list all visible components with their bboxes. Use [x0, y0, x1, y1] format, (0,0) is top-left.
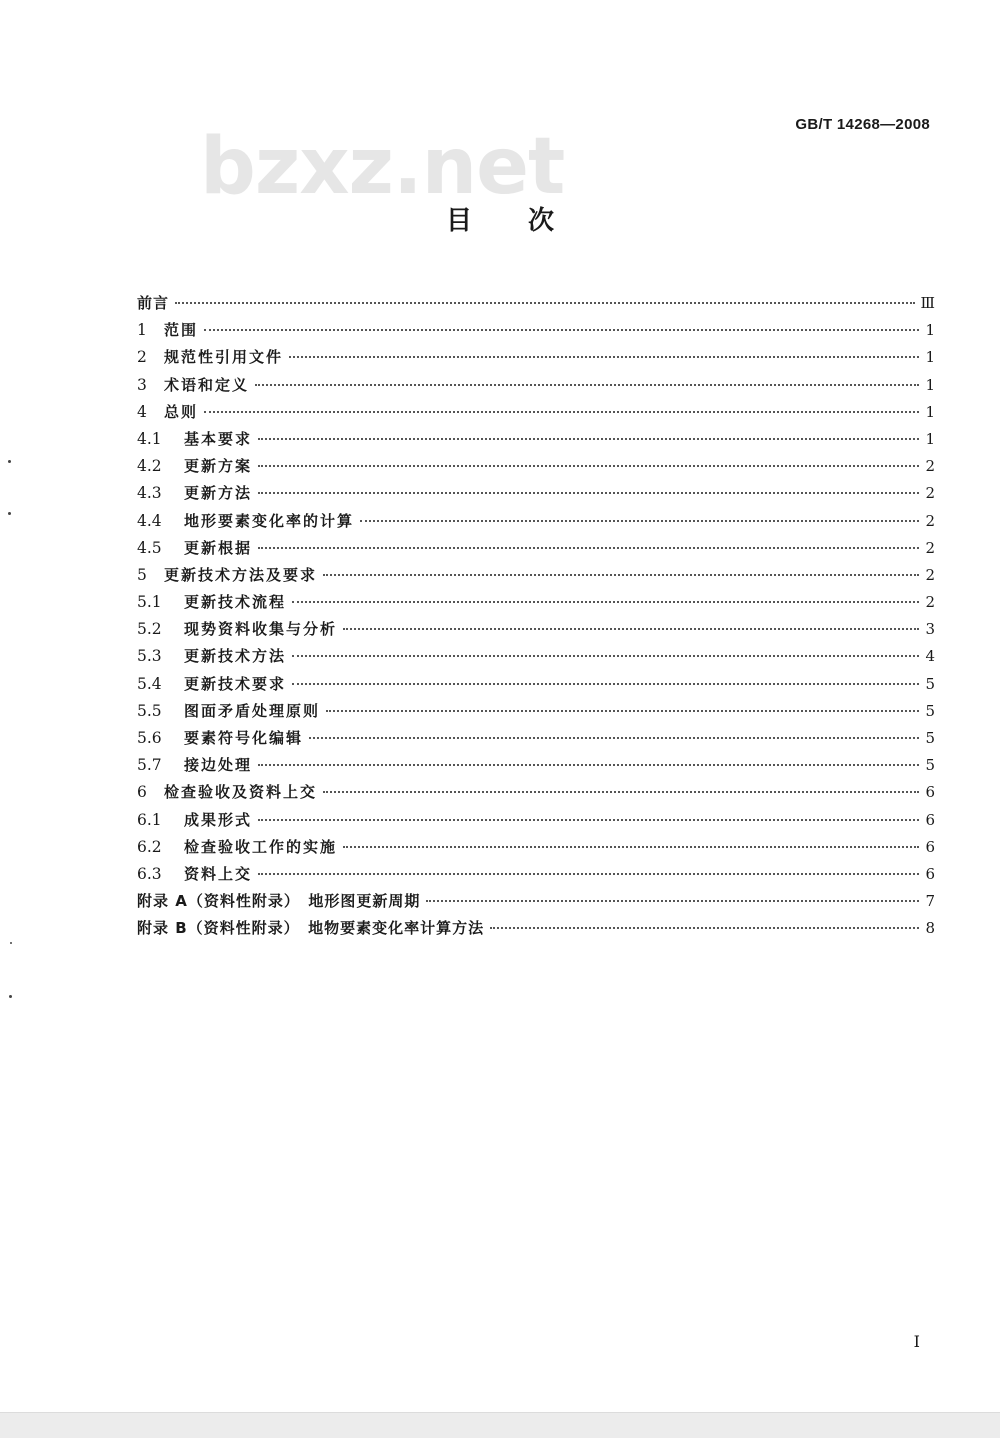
toc-leader-dots: [255, 384, 919, 386]
toc-entry-label: 附录 A（资料性附录） 地形图更新周期: [137, 892, 421, 911]
toc-entry[interactable]: [137, 725, 935, 752]
toc-entry-label: 更新根据: [184, 538, 253, 557]
toc-entry-label: 成果形式: [184, 810, 253, 829]
scan-speck: [8, 512, 11, 515]
toc-entry[interactable]: [137, 807, 935, 834]
toc-entry-page: 2: [925, 565, 935, 584]
page-number: I: [913, 1332, 920, 1351]
toc-entry-page: 2: [925, 457, 935, 476]
toc-entry-page: 6: [925, 864, 935, 883]
toc-entry[interactable]: [137, 589, 935, 616]
viewer-bottom-bar: [0, 1412, 1000, 1438]
toc-entry-page: 1: [925, 321, 935, 340]
toc-leader-dots: [360, 520, 919, 522]
toc-entry-page: 8: [925, 919, 935, 938]
toc-leader-dots: [292, 683, 919, 685]
toc-entry[interactable]: [137, 344, 935, 371]
toc-entry-number: 6.2: [137, 837, 162, 856]
standard-code: GB/T 14268—2008: [795, 116, 930, 133]
toc-entry-number: 6.3: [137, 864, 162, 883]
toc-entry-label: 更新方案: [184, 457, 253, 476]
toc-entry-page: 1: [925, 429, 935, 448]
toc-entry-number: 5.7: [137, 756, 162, 775]
toc-entry-number: 5: [137, 565, 147, 584]
toc-entry-label: 更新技术流程: [184, 593, 287, 612]
toc-entry-page: 6: [925, 783, 935, 802]
toc-entry-number: 2: [137, 348, 147, 367]
toc-entry-number: 4: [137, 402, 147, 421]
toc-leader-dots: [258, 819, 919, 821]
toc-entry[interactable]: [137, 317, 935, 344]
toc-leader-dots: [289, 356, 919, 358]
toc-entry-number: 5.4: [137, 674, 162, 693]
toc-leader-dots: [323, 791, 919, 793]
toc-entry-number: 4.1: [137, 429, 162, 448]
toc-leader-dots: [258, 492, 919, 494]
scan-speck: [10, 942, 12, 944]
toc-leader-dots: [175, 302, 915, 304]
toc-entry-label: 总则: [164, 402, 199, 421]
toc-entry-label: 术语和定义: [164, 375, 250, 394]
toc-entry[interactable]: [137, 372, 935, 399]
toc-entry-number: 5.2: [137, 620, 162, 639]
toc-entry-number: 5.5: [137, 701, 162, 720]
toc-entry-page: 5: [925, 701, 935, 720]
toc-entry[interactable]: [137, 453, 935, 480]
toc-entry-number: 6.1: [137, 810, 162, 829]
toc-entry-page: 2: [925, 484, 935, 503]
toc-entry-page: 4: [925, 647, 935, 666]
toc-entry[interactable]: [137, 616, 935, 643]
toc-entry-label: 附录 B（资料性附录） 地物要素变化率计算方法: [137, 919, 485, 938]
toc-entry[interactable]: [137, 399, 935, 426]
toc-entry-page: 2: [925, 593, 935, 612]
toc-entry-page: 5: [925, 756, 935, 775]
toc-entry-label: 前言: [137, 294, 170, 312]
toc-entry[interactable]: [137, 698, 935, 725]
toc-entry-appendix[interactable]: [137, 888, 935, 915]
toc-entry-label: 地形要素变化率的计算: [184, 511, 355, 530]
toc-entry-number: 6: [137, 783, 147, 802]
toc-entry-page: 5: [925, 674, 935, 693]
scan-speck: [8, 460, 11, 463]
toc-leader-dots: [292, 655, 919, 657]
toc-entry-number: 5.6: [137, 729, 162, 747]
toc-leader-dots: [258, 873, 919, 875]
toc-entry-page: 7: [925, 892, 935, 911]
toc-leader-dots: [204, 411, 919, 413]
toc-entry-label: 范围: [164, 321, 199, 340]
toc-leader-dots: [343, 846, 919, 848]
toc-entry-label: 要素符号化编辑: [184, 729, 304, 747]
toc-entry-number: 4.3: [137, 484, 162, 503]
toc-entry-page: 1: [925, 375, 935, 394]
toc-entry[interactable]: [137, 480, 935, 507]
toc-entry[interactable]: [137, 834, 935, 861]
toc-entry-page: Ⅲ: [920, 294, 935, 312]
toc-leader-dots: [258, 547, 919, 549]
toc-entry[interactable]: [137, 508, 935, 535]
toc-entry-label: 更新技术方法: [184, 647, 287, 666]
toc-leader-dots: [426, 900, 919, 902]
title-part-1: 目: [445, 206, 472, 236]
toc-entry-label: 接边处理: [184, 756, 253, 775]
toc-entry[interactable]: [137, 779, 935, 806]
toc-entry-number: 5.3: [137, 647, 162, 666]
toc-leader-dots: [258, 764, 919, 766]
toc-leader-dots: [258, 438, 919, 440]
toc-entry-number: 4.5: [137, 538, 162, 557]
title-part-2: 次: [528, 206, 555, 236]
toc-leader-dots: [323, 574, 919, 576]
scan-speck: [9, 995, 12, 998]
toc-entry[interactable]: [137, 535, 935, 562]
toc-entry-number: 4.4: [137, 511, 162, 530]
toc-leader-dots: [258, 465, 919, 467]
toc-entry[interactable]: [137, 290, 935, 317]
toc-entry-label: 检查验收及资料上交: [164, 783, 318, 802]
toc-entry[interactable]: [137, 752, 935, 779]
toc-entry-label: 现势资料收集与分析: [184, 620, 338, 639]
toc-entry-number: 1: [137, 321, 147, 340]
toc-entry-page: 1: [925, 402, 935, 421]
toc-entry[interactable]: [137, 861, 935, 888]
toc-leader-dots: [309, 737, 919, 739]
toc-leader-dots: [326, 710, 919, 712]
toc-entry-page: 6: [925, 837, 935, 856]
page-title: [0, 200, 1000, 237]
toc-leader-dots: [490, 927, 919, 929]
toc-entry-page: 5: [925, 729, 935, 747]
toc-leader-dots: [204, 329, 919, 331]
toc-entry-label: 更新技术要求: [184, 674, 287, 693]
toc-entry-label: 检查验收工作的实施: [184, 837, 338, 856]
toc-entry-page: 2: [925, 511, 935, 530]
toc-entry-page: 2: [925, 538, 935, 557]
toc-entry[interactable]: [137, 426, 935, 453]
toc-entry-label: 基本要求: [184, 429, 253, 448]
toc-entry-label: 更新技术方法及要求: [164, 565, 318, 584]
toc-leader-dots: [292, 601, 919, 603]
toc-entry-number: 3: [137, 375, 147, 394]
toc-entry[interactable]: [137, 643, 935, 670]
toc-entry-appendix[interactable]: [137, 915, 935, 942]
toc-entry-label: 图面矛盾处理原则: [184, 701, 321, 720]
table-of-contents: [137, 290, 935, 943]
toc-entry-label: 更新方法: [184, 484, 253, 503]
toc-entry[interactable]: [137, 562, 935, 589]
toc-entry-page: 1: [925, 348, 935, 367]
toc-entry-label: 资料上交: [184, 864, 253, 883]
watermark: bzxz.net: [200, 122, 565, 212]
toc-entry-number: 5.1: [137, 593, 162, 612]
toc-entry-page: 6: [925, 810, 935, 829]
toc-entry-number: 4.2: [137, 457, 162, 476]
toc-entry[interactable]: [137, 671, 935, 698]
toc-leader-dots: [343, 628, 919, 630]
toc-entry-page: 3: [925, 620, 935, 639]
toc-entry-label: 规范性引用文件: [164, 348, 284, 367]
